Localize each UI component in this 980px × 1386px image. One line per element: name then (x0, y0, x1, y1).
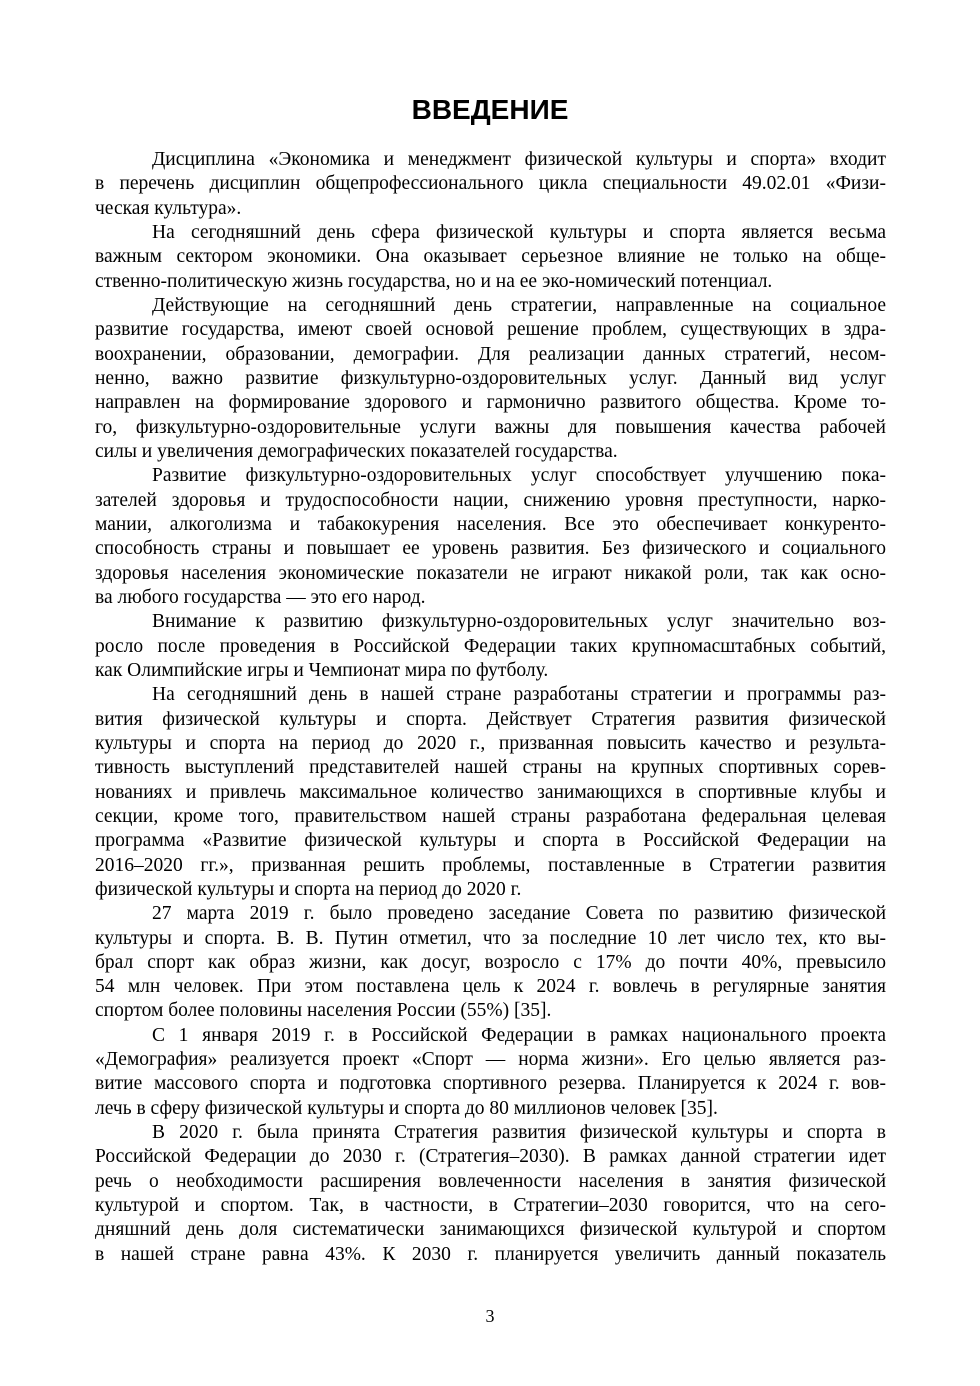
page-number: 3 (485, 1306, 495, 1326)
paragraph-line: направлен на формирование здорового и гармонично развитого общества. Кроме то- (95, 392, 886, 414)
paragraph-line: зателей здоровья и трудоспособности нации, снижению уровня преступности, нарко- (95, 489, 886, 511)
paragraph-line: 54 млн человек. При этом поставлена цель к 2024 г. вовлечь в регулярные занятия (95, 976, 886, 998)
paragraph-line: На сегодняшний день в нашей стране разработаны стратегии и программы раз- (152, 684, 886, 706)
paragraph-line: Внимание к развитию физкультурно-оздоровительных услуг значительно воз- (152, 611, 886, 633)
paragraph (95, 221, 886, 294)
paragraph-line: Действующие на сегодняшний день стратегии, направленные на социальное (152, 294, 886, 316)
paragraph-line: в перечень дисциплин общепрофессионального цикла специальности 49.02.01 «Физи- (95, 173, 886, 195)
paragraph-line: На сегодняшний день сфера физической культуры и спорта является весьма (152, 221, 886, 243)
paragraph-line: способность страны и повышает ее уровень развития. Без физического и социального (95, 538, 886, 560)
paragraph-line: силы и увеличения демографических показателей государства. (95, 440, 618, 462)
paragraph (95, 464, 886, 610)
document-body (95, 148, 886, 1267)
paragraph-line: культуры и спорта на период до 2020 г., призванная повысить качество и результа- (95, 732, 886, 754)
paragraph-line: росло после проведения в Российской Федерации таких крупномасштабных событий, (95, 635, 886, 657)
paragraph-line: «Демография» реализуется проект «Спорт — норма жизни». Его целью является раз- (95, 1049, 886, 1071)
paragraph-line: 27 марта 2019 г. было проведено заседание Совета по развитию физической (152, 903, 886, 925)
paragraph-line: развитие государства, имеют своей основой решение проблем, существующих в здра- (95, 319, 886, 341)
paragraph-line: го, физкультурно-оздоровительные услуги важны для повышения качества рабочей (95, 416, 886, 438)
paragraph-line: брал спорт как образ жизни, как досуг, возросло с 17% до почти 40%, превысило (95, 951, 886, 973)
paragraph (95, 1121, 886, 1267)
paragraph-line: ственно-политическую жизнь государства, но и на ее эко-номический потенциал. (95, 270, 773, 292)
paragraph (95, 610, 886, 683)
paragraph-line: вития физической культуры и спорта. Действует Стратегия развития физической (95, 708, 886, 730)
paragraph-line: тивность выступлений представителей нашей страны на крупных спортивных сорев- (95, 757, 886, 779)
paragraph-line: секции, кроме того, правительством нашей страны разработана федеральная целевая (95, 805, 886, 827)
paragraph-line: С 1 января 2019 г. в Российской Федерации в рамках национального проекта (152, 1024, 886, 1046)
page-title: ВВЕДЕНИЕ (411, 94, 569, 125)
paragraph-line: ва любого государства — это его народ. (95, 586, 426, 608)
paragraph-line: Дисциплина «Экономика и менеджмент физической культуры и спорта» входит (152, 149, 886, 170)
paragraph-line: программа «Развитие физической культуры и спорта в Российской Федерации на (95, 830, 886, 852)
paragraph-line: культуры и спорта. В. В. Путин отметил, что за последние 10 лет число тех, кто вы- (95, 927, 886, 949)
paragraph-line: мании, алкоголизма и табакокурения населения. Все это обеспечивает конкуренто- (95, 513, 886, 535)
paragraph-line: как Олимпийские игры и Чемпионат мира по футболу. (95, 659, 549, 681)
paragraph-line: речь о необходимости расширения вовлеченности населения в занятия физической (95, 1170, 886, 1192)
paragraph-line: культурой и спортом. Так, в частности, в Стратегии–2030 говорится, что на сего- (95, 1195, 886, 1217)
paragraph (95, 902, 886, 1024)
paragraph-line: 2016–2020 гг.», призванная решить проблемы, поставленные в Стратегии развития (95, 854, 886, 876)
paragraph (95, 683, 886, 902)
paragraph-line: дняшний день доля систематически занимающихся физической культурой и спортом (95, 1219, 886, 1241)
paragraph-line: воохранении, образовании, демографии. Для реализации данных стратегий, несом- (95, 343, 886, 365)
paragraph-line: в нашей стране равна 43%. К 2030 г. планируется увеличить данный показатель (95, 1243, 886, 1265)
paragraph-line: Российской Федерации до 2030 г. (Стратегия–2030). В рамках данной стратегии идет (95, 1146, 886, 1168)
paragraph-line: В 2020 г. была принята Стратегия развития физической культуры и спорта в (152, 1122, 886, 1144)
paragraph (95, 1024, 886, 1121)
paragraph-line: спортом более половины населения России (55%) [35]. (95, 1000, 552, 1022)
paragraph-line: физической культуры и спорта на период до 2020 г. (95, 878, 522, 900)
paragraph (95, 294, 886, 464)
paragraph-line: витие массового спорта и подготовка спортивного резерва. Планируется к 2024 г. вов- (95, 1073, 886, 1095)
paragraph-line: Развитие физкультурно-оздоровительных услуг способствует улучшению пока- (152, 465, 886, 487)
paragraph-line: ческая культура». (95, 197, 242, 219)
paragraph-line: здоровья населения экономические показатели не играют никакой роли, так как осно- (95, 562, 886, 584)
paragraph (95, 148, 886, 221)
paragraph-line: важным сектором экономики. Она оказывает серьезное влияние не только на обще- (95, 246, 886, 268)
paragraph-line: лечь в сферу физической культуры и спорта до 80 миллионов человек [35]. (95, 1097, 718, 1119)
paragraph-line: ненно, важно развитие физкультурно-оздоровительных услуг. Данный вид услуг (95, 367, 886, 389)
paragraph-line: нованиях и привлечь максимальное количество занимающихся в спортивные клубы и (95, 781, 886, 803)
